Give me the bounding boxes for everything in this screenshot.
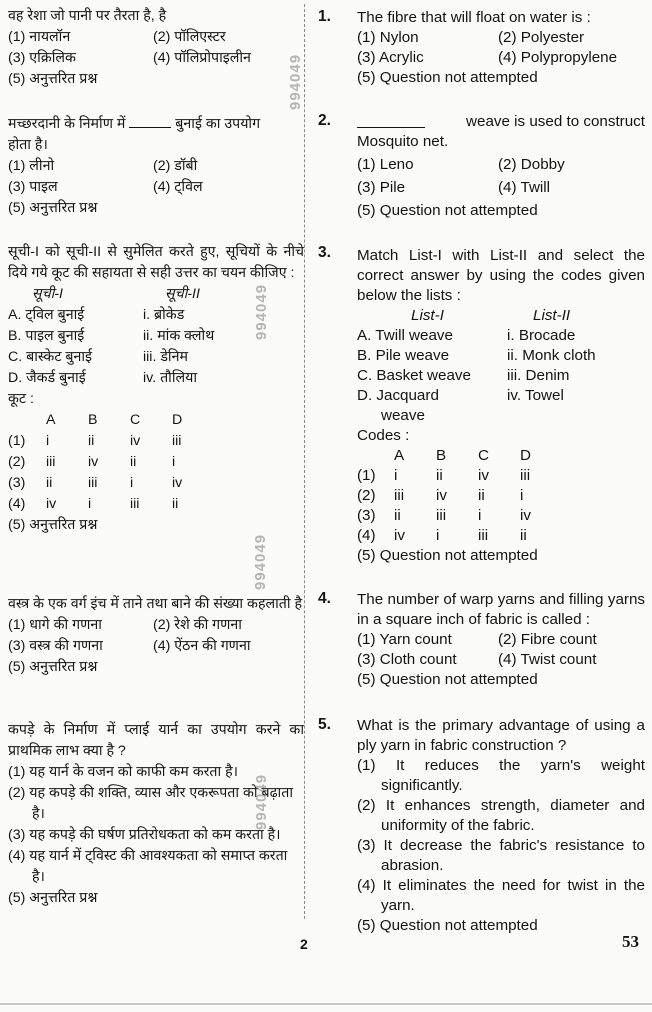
codes-option: (1) bbox=[8, 433, 26, 449]
codes-cell: iv bbox=[88, 454, 99, 470]
question-stem-b: बुनाई का उपयोग bbox=[175, 116, 261, 132]
option-1: (1) यह यार्न के वजन को काफी कम करता है। bbox=[8, 764, 239, 780]
codes-cell: i bbox=[520, 487, 524, 504]
codes-cell: iii bbox=[520, 467, 531, 484]
codes-table bbox=[8, 410, 304, 515]
list-1-item-d-cont: weave bbox=[381, 407, 425, 424]
option-3: (3) Pile bbox=[357, 179, 406, 196]
question-stem-c: होता है। bbox=[8, 137, 48, 153]
codes-cell: ii bbox=[172, 496, 179, 512]
option-1: (1) It reduces the yarn's weight significantly. bbox=[357, 757, 645, 794]
list-2-heading: सूची-II bbox=[165, 286, 200, 302]
codes-label: Codes : bbox=[357, 427, 410, 444]
list-1-item-a: A. Twill weave bbox=[357, 327, 453, 344]
hindi-question-3 bbox=[8, 242, 304, 536]
fill-blank bbox=[129, 127, 171, 128]
option-4: (4) पॉलिप्रोपाइलीन bbox=[153, 50, 251, 66]
codes-cell: iii bbox=[172, 433, 182, 449]
question-stem-b: Mosquito net. bbox=[357, 133, 449, 150]
option-4: (4) Twist count bbox=[498, 651, 597, 668]
option-5: (5) Question not attempted bbox=[357, 69, 538, 86]
list-1-item-b: B. Pile weave bbox=[357, 347, 450, 364]
option-1: (1) लीनो bbox=[8, 158, 55, 174]
question-stem: कपड़े के निर्माण में प्लाई यार्न का उपयोग करने का प्राथमिक लाभ क्या है ? bbox=[8, 722, 304, 759]
codes-header: A bbox=[394, 447, 405, 464]
codes-cell: ii bbox=[130, 454, 137, 470]
question-number-2: 2. bbox=[318, 112, 331, 129]
codes-header: D bbox=[172, 412, 183, 428]
list-2-item-i: i. Brocade bbox=[507, 327, 576, 344]
option-4: (4) Polypropylene bbox=[498, 49, 618, 66]
option-5: (5) Question not attempted bbox=[357, 547, 538, 564]
codes-cell: ii bbox=[520, 527, 527, 544]
option-2: (2) Dobby bbox=[498, 156, 565, 173]
codes-option: (3) bbox=[8, 475, 26, 491]
codes-header: B bbox=[436, 447, 447, 464]
codes-cell bbox=[8, 410, 46, 431]
list-2-item-ii: ii. मांक क्लोथ bbox=[143, 328, 215, 344]
list-2-item-i: i. ब्रोकेड bbox=[143, 307, 185, 323]
hindi-question-5 bbox=[8, 720, 304, 909]
codes-cell: iii bbox=[394, 487, 405, 504]
list-1-item-b: B. पाइल बुनाई bbox=[8, 328, 85, 344]
codes-cell: iv bbox=[394, 527, 405, 544]
codes-cell: iii bbox=[46, 454, 56, 470]
codes-header: C bbox=[478, 447, 489, 464]
watermark: 994049 bbox=[253, 283, 270, 340]
codes-cell: i bbox=[172, 454, 176, 470]
codes-cell: iv bbox=[436, 487, 447, 504]
codes-cell: iii bbox=[88, 475, 98, 491]
codes-cell: i bbox=[394, 467, 398, 484]
list-2-item-ii: ii. Monk cloth bbox=[507, 347, 596, 364]
option-5: (5) अनुत्तरित प्रश्न bbox=[8, 659, 98, 675]
codes-cell: iv bbox=[478, 467, 489, 484]
watermark: 994049 bbox=[253, 773, 270, 830]
codes-cell: ii bbox=[46, 475, 53, 491]
question-stem: Match List-I with List-II and select the correct answer by using the codes given below the lists : bbox=[357, 247, 645, 304]
english-question-2 bbox=[357, 112, 645, 221]
question-stem: The fibre that will float on water is : bbox=[357, 9, 591, 26]
codes-option: (4) bbox=[357, 527, 376, 544]
codes-option: (2) bbox=[357, 487, 376, 504]
option-3: (3) यह कपड़े की घर्षण प्रतिरोधकता को कम करता है। bbox=[8, 827, 281, 843]
option-5: (5) अनुत्तरित प्रश्न bbox=[8, 71, 98, 87]
codes-label: कूट : bbox=[8, 391, 34, 407]
option-4: (4) यह यार्न में ट्विस्ट की आवश्यकता को समाप्त करता है। bbox=[8, 848, 288, 885]
option-1: (1) Nylon bbox=[357, 29, 419, 46]
english-question-4 bbox=[357, 590, 645, 690]
list-1-heading: सूची-I bbox=[32, 286, 63, 302]
codes-cell: i bbox=[130, 475, 134, 491]
codes-option: (2) bbox=[8, 454, 26, 470]
question-number-3: 3. bbox=[318, 244, 331, 261]
option-1: (1) Yarn count bbox=[357, 631, 452, 648]
list-1-item-d: D. Jacquard bbox=[357, 387, 439, 404]
question-stem: The number of warp yarns and filling yarns in a square inch of fabric is called : bbox=[357, 591, 645, 628]
question-stem: वह रेशा जो पानी पर तैरता है, है bbox=[8, 8, 167, 24]
codes-cell: iv bbox=[520, 507, 531, 524]
option-3: (3) पाइल bbox=[8, 179, 58, 195]
option-2: (2) यह कपड़े की शक्ति, व्यास और एकरूपता को बढ़ाता है। bbox=[8, 785, 293, 822]
option-2: (2) डॉबी bbox=[153, 158, 198, 174]
codes-cell: ii bbox=[436, 467, 443, 484]
question-stem-a: weave is used to construct bbox=[466, 113, 645, 130]
question-stem: सूची-I को सूची-II से सुमेलित करते हुए, सूचियों के नीचे दिये गये कूट की सहायता से सही उत्तर का चयन कीजिए : bbox=[8, 244, 304, 281]
question-stem: What is the primary advantage of using a ply yarn in fabric construction ? bbox=[357, 717, 645, 754]
codes-cell: iii bbox=[478, 527, 489, 544]
option-3: (3) एक्रिलिक bbox=[8, 50, 76, 66]
question-number-4: 4. bbox=[318, 590, 331, 607]
codes-cell: iv bbox=[172, 475, 183, 491]
question-stem: वस्त्र के एक वर्ग इंच में ताने तथा बाने की संख्या कहलाती है bbox=[8, 596, 303, 612]
codes-cell bbox=[357, 446, 394, 466]
option-2: (2) रेशे की गणना bbox=[153, 617, 242, 633]
list-1-heading: List-I bbox=[411, 307, 444, 324]
fill-blank bbox=[357, 112, 425, 128]
list-2-item-iv: iv. Towel bbox=[507, 387, 564, 404]
list-2-item-iii: iii. डेनिम bbox=[143, 349, 188, 365]
list-1-item-c: C. Basket weave bbox=[357, 367, 471, 384]
english-question-1 bbox=[357, 8, 645, 88]
option-2: (2) Fibre count bbox=[498, 631, 597, 648]
option-5: (5) अनुत्तरित प्रश्न bbox=[8, 517, 98, 533]
option-4: (4) Twill bbox=[498, 179, 551, 196]
list-2-item-iv: iv. तौलिया bbox=[143, 370, 198, 386]
question-number-1: 1. bbox=[318, 8, 331, 25]
codes-option: (4) bbox=[8, 496, 26, 512]
option-5: (5) Question not attempted bbox=[357, 917, 538, 934]
option-1: (1) Leno bbox=[357, 156, 414, 173]
hindi-question-4 bbox=[8, 594, 304, 678]
page-edge-line bbox=[0, 1003, 652, 1005]
codes-option: (1) bbox=[357, 467, 376, 484]
question-stem-a: मच्छरदानी के निर्माण में bbox=[8, 116, 126, 132]
english-question-5 bbox=[357, 716, 645, 936]
option-5: (5) Question not attempted bbox=[357, 671, 538, 688]
list-2-item-iii: iii. Denim bbox=[507, 367, 570, 384]
option-1: (1) धागे की गणना bbox=[8, 617, 102, 633]
option-5: (5) Question not attempted bbox=[357, 202, 538, 219]
list-2-heading: List-II bbox=[533, 307, 571, 324]
codes-cell: ii bbox=[394, 507, 401, 524]
codes-header: D bbox=[520, 447, 531, 464]
option-1: (1) नायलॉन bbox=[8, 29, 71, 45]
codes-cell: iii bbox=[130, 496, 140, 512]
codes-cell: iv bbox=[46, 496, 57, 512]
option-4: (4) ट्विल bbox=[153, 179, 203, 195]
option-5: (5) अनुत्तरित प्रश्न bbox=[8, 200, 98, 216]
codes-cell: i bbox=[88, 496, 92, 512]
option-4: (4) ऐंठन की गणना bbox=[153, 638, 251, 654]
hindi-question-1 bbox=[8, 6, 304, 90]
option-4: (4) It eliminates the need for twist in the yarn. bbox=[357, 877, 645, 914]
codes-header: A bbox=[46, 412, 56, 428]
english-question-3 bbox=[357, 246, 645, 566]
column-divider bbox=[304, 4, 305, 919]
codes-cell: iv bbox=[130, 433, 141, 449]
codes-table bbox=[357, 446, 645, 546]
codes-cell: ii bbox=[88, 433, 95, 449]
option-5: (5) अनुत्तरित प्रश्न bbox=[8, 890, 98, 906]
option-3: (3) वस्त्र की गणना bbox=[8, 638, 103, 654]
watermark: 994049 bbox=[252, 533, 269, 590]
option-2: (2) पॉलिएस्टर bbox=[153, 29, 226, 45]
option-2: (2) Polyester bbox=[498, 29, 585, 46]
list-1-item-d: D. जैकर्ड बुनाई bbox=[8, 370, 86, 386]
list-1-item-c: C. बास्केट बुनाई bbox=[8, 349, 93, 365]
option-3: (3) It decrease the fabric's resistance to abrasion. bbox=[357, 837, 645, 874]
question-number-5: 5. bbox=[318, 716, 331, 733]
hindi-question-2 bbox=[8, 114, 304, 219]
codes-header: B bbox=[88, 412, 98, 428]
codes-cell: ii bbox=[478, 487, 485, 504]
watermark: 994049 bbox=[287, 53, 304, 110]
option-2: (2) It enhances strength, diameter and uniformity of the fabric. bbox=[357, 797, 645, 834]
list-1-item-a: A. ट्विल बुनाई bbox=[8, 307, 85, 323]
codes-cell: i bbox=[436, 527, 440, 544]
codes-cell: iii bbox=[436, 507, 447, 524]
codes-option: (3) bbox=[357, 507, 376, 524]
option-3: (3) Cloth count bbox=[357, 651, 457, 668]
page-number-right: 53 bbox=[622, 932, 639, 951]
page-number-left: 2 bbox=[300, 936, 308, 952]
codes-cell: i bbox=[478, 507, 482, 524]
codes-cell: i bbox=[46, 433, 50, 449]
option-3: (3) Acrylic bbox=[357, 49, 424, 66]
codes-header: C bbox=[130, 412, 141, 428]
